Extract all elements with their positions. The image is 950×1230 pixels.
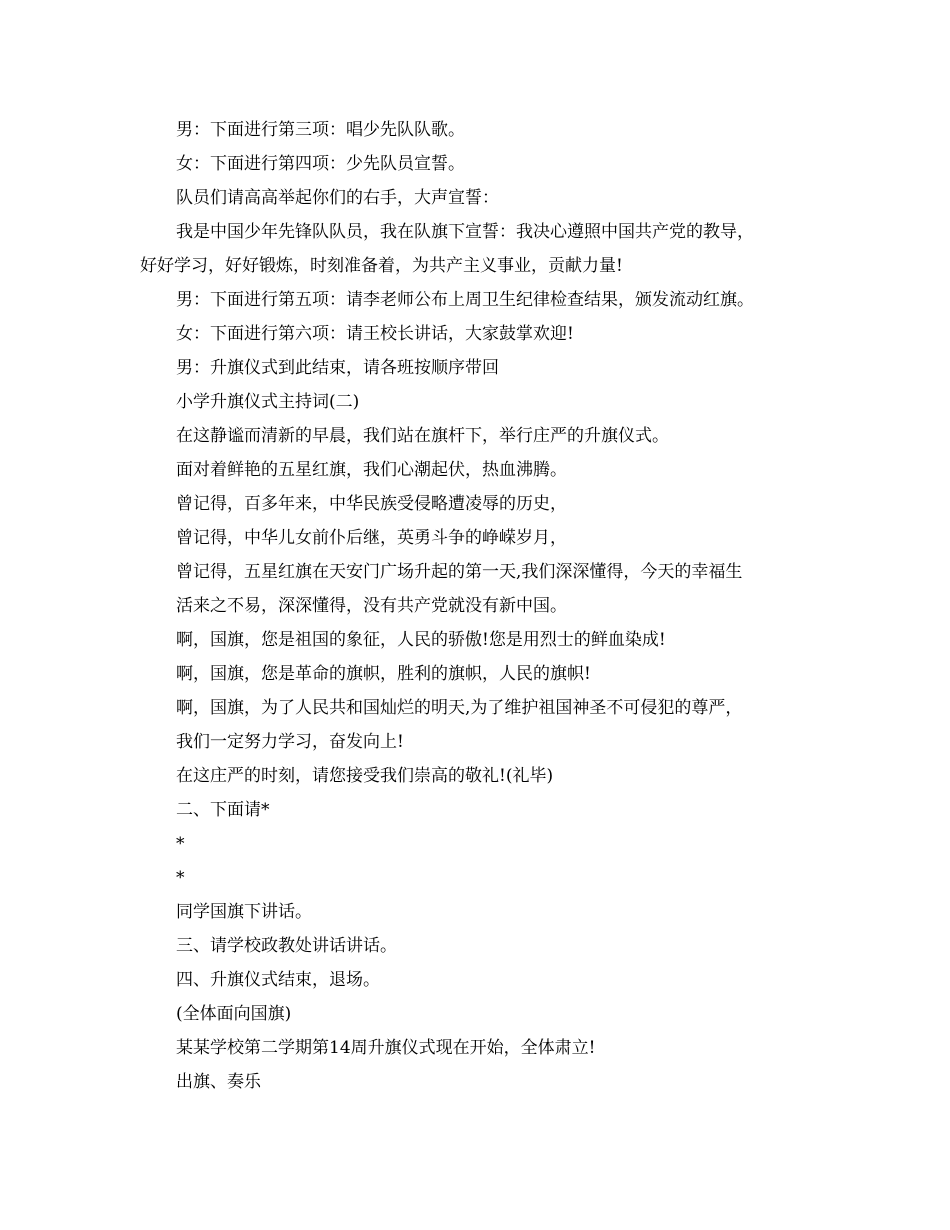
text-line: 好好学习，好好锻炼，时刻准备着，为共产主义事业，贡献力量! [140, 256, 623, 276]
text-line: 面对着鲜艳的五星红旗，我们心潮起伏，热血沸腾。 [176, 460, 567, 480]
section-title: 小学升旗仪式主持词(二) [176, 392, 360, 412]
text-line: 同学国旗下讲话。 [176, 902, 312, 922]
text-line: 男：升旗仪式到此结束，请各班按顺序带回 [176, 358, 499, 378]
text-line: 女：下面进行第六项：请王校长讲话，大家鼓掌欢迎! [176, 324, 574, 344]
text-line: 某某学校第二学期第14周升旗仪式现在开始，全体肃立! [176, 1038, 596, 1058]
text-line: 队员们请高高举起你们的右手，大声宣誓： [176, 188, 499, 208]
text-line: 男：下面进行第五项：请李老师公布上周卫生纪律检查结果，颁发流动红旗。 [176, 290, 754, 310]
text-line: 女：下面进行第四项：少先队员宣誓。 [176, 154, 465, 174]
text-line: 三、请学校政教处讲话讲话。 [176, 936, 397, 956]
text-line: 我是中国少年先锋队队员，我在队旗下宣誓：我决心遵照中国共产党的教导， [176, 222, 754, 242]
text-line: 在这静谧而清新的早晨，我们站在旗杆下，举行庄严的升旗仪式。 [176, 426, 669, 446]
text-line: 二、下面请* [176, 800, 270, 820]
text-line: 啊，国旗，您是祖国的象征，人民的骄傲!您是用烈士的鲜血染成! [176, 630, 666, 650]
text-line: 曾记得，百多年来，中华民族受侵略遭凌辱的历史， [176, 494, 567, 514]
text-line: * [176, 868, 185, 888]
text-line: 曾记得，中华儿女前仆后继，英勇斗争的峥嵘岁月， [176, 528, 567, 548]
text-line: (全体面向国旗) [176, 1004, 292, 1024]
text-line: * [176, 834, 185, 854]
text-line: 男：下面进行第三项：唱少先队队歌。 [176, 120, 465, 140]
text-line: 啊，国旗，您是革命的旗帜，胜利的旗帜，人民的旗帜! [176, 664, 591, 684]
text-line: 活来之不易，深深懂得，没有共产党就没有新中国。 [176, 596, 567, 616]
document-body [140, 113, 815, 1099]
text-line: 我们一定努力学习，奋发向上! [176, 732, 404, 752]
text-line: 在这庄严的时刻，请您接受我们崇高的敬礼!(礼毕) [176, 766, 554, 786]
text-line: 出旗、奏乐 [176, 1072, 261, 1092]
text-line: 四、升旗仪式结束，退场。 [176, 970, 380, 990]
text-line: 啊，国旗，为了人民共和国灿烂的明天,为了维护祖国神圣不可侵犯的尊严， [176, 698, 743, 718]
text-line: 曾记得，五星红旗在天安门广场升起的第一天,我们深深懂得，今天的幸福生 [176, 562, 743, 582]
